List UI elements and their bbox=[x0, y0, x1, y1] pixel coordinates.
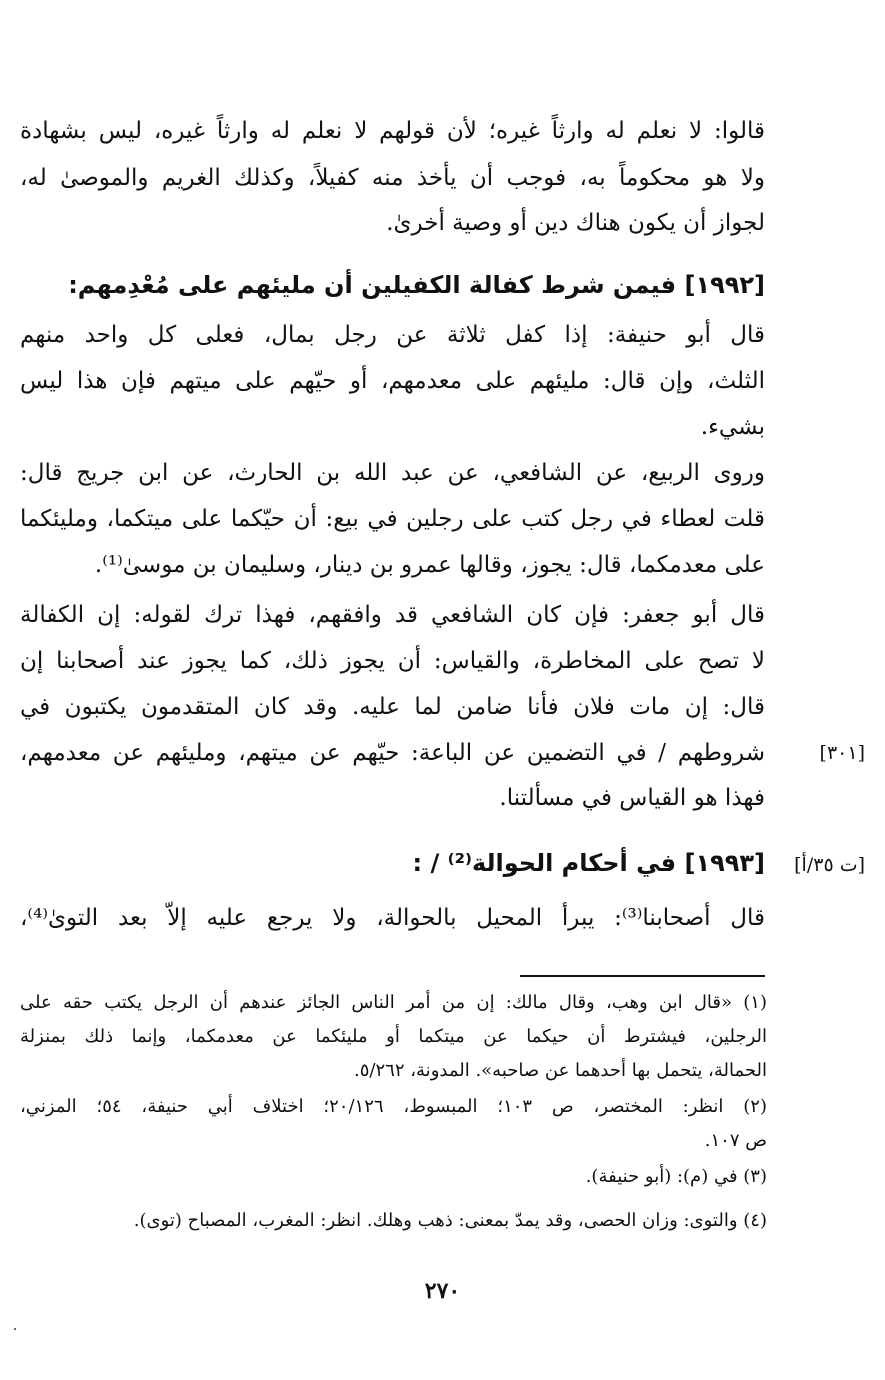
footnote-line: الحمالة، يتحمل بها أحدهما عن صاحبه». المدونة، ٥/٢٦٢. bbox=[354, 1060, 767, 1081]
section-heading: [١٩٩٣] في أحكام الحوالة⁽²⁾ / : bbox=[412, 849, 765, 877]
text-line: بشيء. bbox=[700, 414, 765, 440]
margin-page-reference: [٣٠١] bbox=[819, 742, 865, 764]
text-line: على معدمكما، قال: يجوز، وقالها عمرو بن دينار، وسليمان بن موسىٰ⁽¹⁾. bbox=[94, 552, 765, 578]
footnote-line: (١) «قال ابن وهب، وقال مالك: إن من أمر الناس الجائز عندهم أن الرجل يكتب حقه على bbox=[20, 992, 767, 1013]
page-number: ٢٧٠ bbox=[424, 1278, 461, 1304]
footnote-separator bbox=[520, 975, 765, 977]
scan-speck bbox=[14, 1328, 16, 1330]
text-line: فهذا هو القياس في مسألتنا. bbox=[499, 785, 765, 811]
text-line: وروى الربيع، عن الشافعي، عن عبد الله بن الحارث، عن ابن جريج قال: bbox=[20, 460, 765, 486]
section-heading: [١٩٩٢] فيمن شرط كفالة الكفيلين أن مليئهم على مُعْدِمهم: bbox=[68, 271, 765, 299]
text-line: قال أبو حنيفة: إذا كفل ثلاثة عن رجل بمال، فعلى كل واحد منهم bbox=[20, 322, 765, 348]
text-line: قلت لعطاء في رجل كتب على رجلين في بيع: أن حيّكما على ميتكما، ومليئكما bbox=[20, 506, 765, 532]
text-line: شروطهم / في التضمين عن الباعة: حيّهم عن ميتهم، ومليئهم عن معدمهم، bbox=[20, 740, 765, 766]
text-line: قالوا: لا نعلم له وارثاً غيره؛ لأن قولهم لا نعلم له وارثاً غيره، ليس بشهادة bbox=[20, 118, 765, 144]
text-line: قال أصحابنا⁽³⁾: يبرأ المحيل بالحوالة، ولا يرجع عليه إلاّ بعد التوىٰ⁽⁴⁾، bbox=[20, 905, 765, 931]
text-line: الثلث، وإن قال: مليئهم على معدمهم، أو حيّهم على ميتهم فإن هذا ليس bbox=[20, 368, 765, 394]
footnote-line: ص ١٠٧. bbox=[704, 1130, 767, 1151]
text-line: لجواز أن يكون هناك دين أو وصية أخرىٰ. bbox=[386, 210, 765, 236]
footnote-line: الرجلين، فيشترط أن حيكما عن ميتكما أو مليئكما عن معدمكما، وإنما ذلك بمنزلة bbox=[20, 1026, 767, 1047]
footnote-line: (٢) انظر: المختصر، ص ١٠٣؛ المبسوط، ٢٠/١٢٦؛ اختلاف أبي حنيفة، ٥٤؛ المزني، bbox=[20, 1096, 767, 1117]
margin-manuscript-reference: [ت ٣٥/أ] bbox=[794, 854, 865, 876]
text-line: ولا هو محكوماً به، فوجب أن يأخذ منه كفيلاً، وكذلك الغريم والموصىٰ له، bbox=[20, 165, 765, 191]
footnote-line: (٣) في (م): (أبو حنيفة). bbox=[585, 1166, 767, 1187]
text-line: قال أبو جعفر: فإن كان الشافعي قد وافقهم، فهذا ترك لقوله: إن الكفالة bbox=[20, 602, 765, 628]
text-line: لا تصح على المخاطرة، والقياس: أن يجوز ذلك، كما يجوز عند أصحابنا إن bbox=[20, 648, 765, 674]
footnote-line: (٤) والتوى: وزان الحصى، وقد يمدّ بمعنى: ذهب وهلك. انظر: المغرب، المصباح (توى). bbox=[133, 1210, 767, 1231]
text-line: قال: إن مات فلان فأنا ضامن لما عليه. وقد كان المتقدمون يكتبون في bbox=[20, 694, 765, 720]
